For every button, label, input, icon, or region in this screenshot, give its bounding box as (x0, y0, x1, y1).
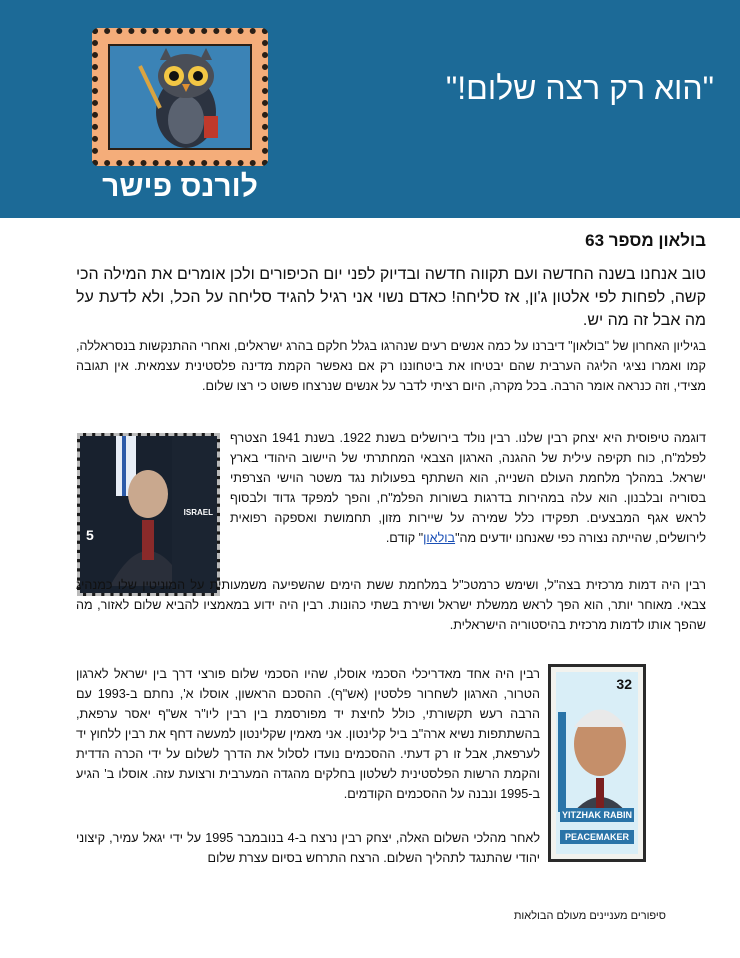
paragraph-3: רבין היה דמות מרכזית בצה"ל, ושימש כרמטכ"ל במלחמת ששת הימים שהשפיעה משמעותית על המוניטין שלו כמנהיג צבאי. מאוחר יותר, הוא הפך לראש ממשלת ישראל ושירת בשתי כהונות. רבין היה ידוע במאמציו להביא שלום לאזור, מה שהפך אותו לדמות מרכזית בהיסטוריה הישראלית. (76, 578, 706, 632)
stamp-subtitle-banner: PEACEMAKER (560, 830, 634, 844)
stamp-value: 5 (86, 527, 94, 543)
rabin-israel-stamp (77, 433, 220, 596)
footer-text: סיפורים מעניינים מעולם הבולאות (513, 910, 666, 922)
header-banner (0, 0, 740, 218)
stamp-country: ISRAEL (183, 508, 213, 517)
stamp-inner (108, 44, 252, 150)
author-name: לורנס פישר (102, 170, 258, 203)
paragraph-2-text: דוגמה טיפוסית היא יצחק רבין שלנו. רבין נולד בירושלים בשנת 1922. בשנת 1941 הצטרף לפלמ"ח, כוח תקיפה עילית של ההגנה, הארגון הצבאי המחתרתי של היישוב היהודי בארץ ישראל. במהלך מלחמת העולם השנייה, הוא השתתף בפעולות נגד משטר הוישי הצרפתי בסוריה ובלבנון. הוא עלה במהירות בדרגות בשורות הפלמ"ח, והפך למפקד גדוד ולבסוף לראש אגף המבצעים. תפקידו כלל שמירה על שיירות מזון, תחמושת ואספקה רפואית לירושלים, שהייתה נצורה כפי שאנחנו יודעים מה" (230, 431, 707, 545)
stamp-name-banner: YITZHAK RABIN (562, 810, 632, 820)
paragraph-4: רבין היה אחד מאדריכלי הסכמי אוסלו, שהיו הסכמי שלום פורצי דרך בין ישראל לארגון הטרור, הארגון לשחרור פלסטין (אש"ף). ההסכם הראשון, אוסלו א', נחתם ב-1993 עם הרבה רעש תקשורתי, כולל לחיצת יד מפורסמת בין רבין ליו"ר אש"ף יאסר ערפאת, בהשתתפות נשיא ארה"ב ביל קלינטון. אני מאמין שקלינטון למעשה דחף את רבין ללחוץ יד לערפאת, אבל זו רק דעתי. ההסכמים נועדו לסלול את הדרך לשלום על ידי הכרה הדדית והקמת הרשות הפלסטינית לשלטון בחלקים מהגדה המערבית ורצועת עזה. אוסלו ב' הגיע ב-1995 ונבנה על ההסכמים הקודמים. (76, 667, 540, 801)
paragraph-2 (230, 428, 706, 548)
owl-logo-stamp (92, 28, 268, 166)
rabin-micronesia-stamp (548, 664, 646, 862)
intro-paragraph: טוב אנחנו בשנה החדשה ועם תקווה חדשה ובדיוק לפני יום הכיפורים ולכן אומרים את המילה הכי קשה, לפחות לפי אלטון ג'ון, אז סליחה! כאדם נשוי אני רגיל להגיד סליחה על הכל, ולא לדעת על מה אבל זה מה יש. (76, 266, 706, 329)
issue-number: בולאון מספר 63 (585, 231, 706, 250)
owl-teacher-icon (110, 46, 254, 152)
bulon-link[interactable]: בולאון (423, 531, 456, 545)
paragraph-2-end: " קודם. (385, 531, 424, 545)
stamp2-inner (556, 672, 638, 854)
paragraph-5: לאחר מהלכי השלום האלה, יצחק רבין נרצח ב-4 בנובמבר 1995 על ידי יגאל עמיר, קיצוני יהודי שהתנגד לתהליך השלום. הרצח התרחש בסיום עצרת שלום (76, 831, 540, 865)
page-title: "הוא רק רצה שלום!" (445, 70, 714, 106)
stamp-value: 32 (616, 676, 632, 692)
paragraph-1: בגיליון האחרון של "בולאון" דיברנו על כמה אנשים רעים שנהרגו בגלל חלקם בהרג ישראלים, ואחרי ההתנקשות בנסראללה, קמו ואמרו נציגי הליגה הערבית שהם יבטיחו את ביטחוננו רק אם נאפשר הקמת מדינה פלסטינית עצמאית. אין תגובה מצידי, וזה כנראה אומר הרבה. בכל מקרה, היום רציתי לדבר על אנשים שנרצחו פשוט כי רצו שלום. (76, 339, 706, 393)
